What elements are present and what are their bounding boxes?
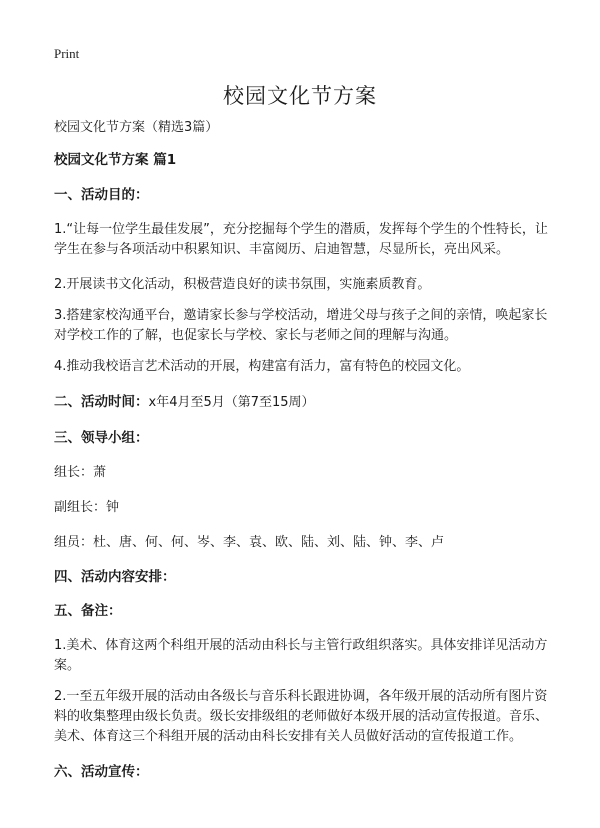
purpose-item-3: 3.搭建家校沟通平台，邀请家长参与学校活动，增进父母与孩子之间的亲情，唤起家长对学校工作的了解，也促家长与学校、家长与老师之间的理解与沟通。 (54, 308, 548, 343)
print-link[interactable]: Print (54, 46, 80, 61)
heading-purpose: 一、活动目的： (54, 187, 149, 203)
purpose-item-1: 1.“让每一位学生最佳发展”，充分挖掘每个学生的潜质，发挥每个学生的个性特长，让学生在参与各项活动中积累知识、丰富阅历、启迪智慧，尽显所长，亮出风采。 (54, 222, 548, 257)
note-item-2: 2.一至五年级开展的活动由各级长与音乐科长跟进协调，各年级开展的活动所有图片资料的收集整理由级长负责。级长安排级组的老师做好本级开展的活动宣传报道。音乐、美术、体育这三个科组开展的活动由科长安排有关人员做好活动的宣传报道工作。 (54, 689, 549, 744)
heading-publicity: 六、活动宣传： (54, 764, 149, 780)
purpose-item-2: 2.开展读书文化活动，积极营造良好的读书氛围，实施素质教育。 (54, 277, 431, 292)
leader: 组长：萧 (54, 465, 107, 480)
vice-leader: 副组长：钟 (54, 500, 120, 515)
time-value: x年4月至5月（第7至15周） (148, 395, 315, 410)
document-body (54, 118, 550, 782)
heading-notes: 五、备注： (54, 603, 122, 619)
page-title: 校园文化节方案 (223, 84, 377, 108)
heading-time: 二、活动时间： (54, 394, 149, 410)
document-subtitle: 校园文化节方案（精选3篇） (54, 120, 219, 135)
heading-content: 四、活动内容安排： (54, 569, 176, 585)
members: 组员：杜、唐、何、何、岑、李、袁、欧、陆、刘、陆、钟、李、卢 (54, 535, 445, 550)
note-item-1: 1.美术、体育这两个科组开展的活动由科长与主管行政组织落实。具体安排详见活动方案。 (54, 638, 548, 673)
section-heading: 校园文化节方案 篇1 (54, 152, 177, 168)
time-line (54, 392, 550, 413)
purpose-item-4: 4.推动我校语言艺术活动的开展，构建富有活力，富有特色的校园文化。 (54, 359, 470, 374)
heading-leadership: 三、领导小组： (54, 430, 149, 446)
